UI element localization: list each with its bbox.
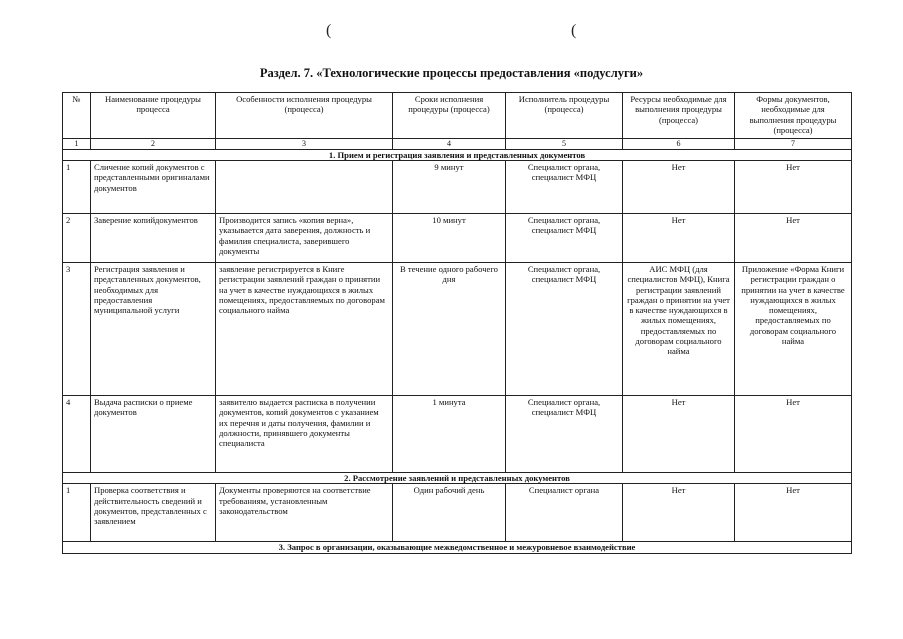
procedure-forms: Приложение «Форма Книги регистрации граждан о принятии на учет в качестве нуждающихся в жилых помещениях, предоставляемых по договорам социального найма bbox=[735, 262, 852, 395]
header-procedure-name: Наименование процедуры процесса bbox=[91, 93, 216, 139]
row-number: 1 bbox=[63, 160, 91, 213]
margin-mark-left: ( bbox=[326, 22, 332, 39]
procedure-resources: Нет bbox=[623, 160, 735, 213]
procedure-resources: Нет bbox=[623, 213, 735, 262]
procedure-resources: Нет bbox=[623, 395, 735, 472]
procedure-executor: Специалист органа, специалист МФЦ bbox=[506, 160, 623, 213]
header-number: № bbox=[63, 93, 91, 139]
column-number: 4 bbox=[393, 139, 506, 150]
header-row bbox=[63, 93, 852, 139]
procedure-resources: АИС МФЦ (для специалистов МФЦ), Книга регистрации заявлений граждан о принятии на учет в качестве нуждающихся в жилых помещениях, предоставляемых по договорам социального найма bbox=[623, 262, 735, 395]
table-row bbox=[63, 160, 852, 213]
header-forms: Формы документов, необходимые для выполнения процедуры (процесса) bbox=[735, 93, 852, 139]
procedure-features: заявителю выдается расписка в получении документов, копий документов с указанием их перечня и даты получения, фамилии и должности, принявшего документы специалиста bbox=[216, 395, 393, 472]
procedure-forms: Нет bbox=[735, 160, 852, 213]
table-row bbox=[63, 484, 852, 542]
process-table bbox=[62, 92, 852, 554]
header-features: Особенности исполнения процедуры (процесса) bbox=[216, 93, 393, 139]
table-row bbox=[63, 262, 852, 395]
header-terms: Сроки исполнения процедуры (процесса) bbox=[393, 93, 506, 139]
procedure-name: Выдача расписки о приеме документов bbox=[91, 395, 216, 472]
procedure-resources: Нет bbox=[623, 484, 735, 542]
section-heading: 3. Запрос в организации, оказывающие межведомственное и межуровневое взаимодействие bbox=[63, 542, 852, 553]
procedure-terms: Один рабочий день bbox=[393, 484, 506, 542]
column-number: 5 bbox=[506, 139, 623, 150]
procedure-features: Производится запись «копия верна», указывается дата заверения, должность и фамилия специалиста, заверившего документы bbox=[216, 213, 393, 262]
procedure-executor: Специалист органа, специалист МФЦ bbox=[506, 262, 623, 395]
row-number: 1 bbox=[63, 484, 91, 542]
row-number: 3 bbox=[63, 262, 91, 395]
procedure-terms: В течение одного рабочего дня bbox=[393, 262, 506, 395]
procedure-features: Документы проверяются на соответствие требованиям, установленным законодательством bbox=[216, 484, 393, 542]
column-number-row bbox=[63, 139, 852, 150]
table-row bbox=[63, 395, 852, 472]
procedure-terms: 1 минута bbox=[393, 395, 506, 472]
procedure-forms: Нет bbox=[735, 395, 852, 472]
document-title: Раздел. 7. «Технологические процессы предоставления «подуслуги» bbox=[259, 66, 644, 80]
procedure-forms: Нет bbox=[735, 213, 852, 262]
section-heading-row bbox=[63, 542, 852, 553]
procedure-executor: Специалист органа, специалист МФЦ bbox=[506, 213, 623, 262]
header-executor: Исполнитель процедуры (процесса) bbox=[506, 93, 623, 139]
column-number: 3 bbox=[216, 139, 393, 150]
procedure-name: Сличение копий документов с представленными оригиналами документов bbox=[91, 160, 216, 213]
row-number: 4 bbox=[63, 395, 91, 472]
column-number: 1 bbox=[63, 139, 91, 150]
procedure-forms: Нет bbox=[735, 484, 852, 542]
column-number: 6 bbox=[623, 139, 735, 150]
column-number: 7 bbox=[735, 139, 852, 150]
procedure-terms: 10 минут bbox=[393, 213, 506, 262]
section-heading: 2. Рассмотрение заявлений и представленных документов bbox=[63, 472, 852, 483]
section-heading: 1. Прием и регистрация заявления и представленных документов bbox=[63, 149, 852, 160]
procedure-features bbox=[216, 160, 393, 213]
margin-mark-right: ( bbox=[571, 22, 577, 39]
row-number: 2 bbox=[63, 213, 91, 262]
section-heading-row bbox=[63, 149, 852, 160]
procedure-terms: 9 минут bbox=[393, 160, 506, 213]
section-heading-row bbox=[63, 472, 852, 483]
procedure-features: заявление регистрируется в Книге регистрации заявлений граждан о принятии на учет в качестве нуждающихся в жилых помещениях, предоставляемых по договорам социального найма bbox=[216, 262, 393, 395]
header-resources: Ресурсы необходимые для выполнения процедуры (процесса) bbox=[623, 93, 735, 139]
table-row bbox=[63, 213, 852, 262]
procedure-name: Регистрация заявления и представленных документов, необходимых для предоставления муниципальной услуги bbox=[91, 262, 216, 395]
procedure-name: Проверка соответствия и действительность сведений и документов, представленных с заявлением bbox=[91, 484, 216, 542]
column-number: 2 bbox=[91, 139, 216, 150]
procedure-executor: Специалист органа bbox=[506, 484, 623, 542]
procedure-name: Заверение копийдокументов bbox=[91, 213, 216, 262]
procedure-executor: Специалист органа, специалист МФЦ bbox=[506, 395, 623, 472]
